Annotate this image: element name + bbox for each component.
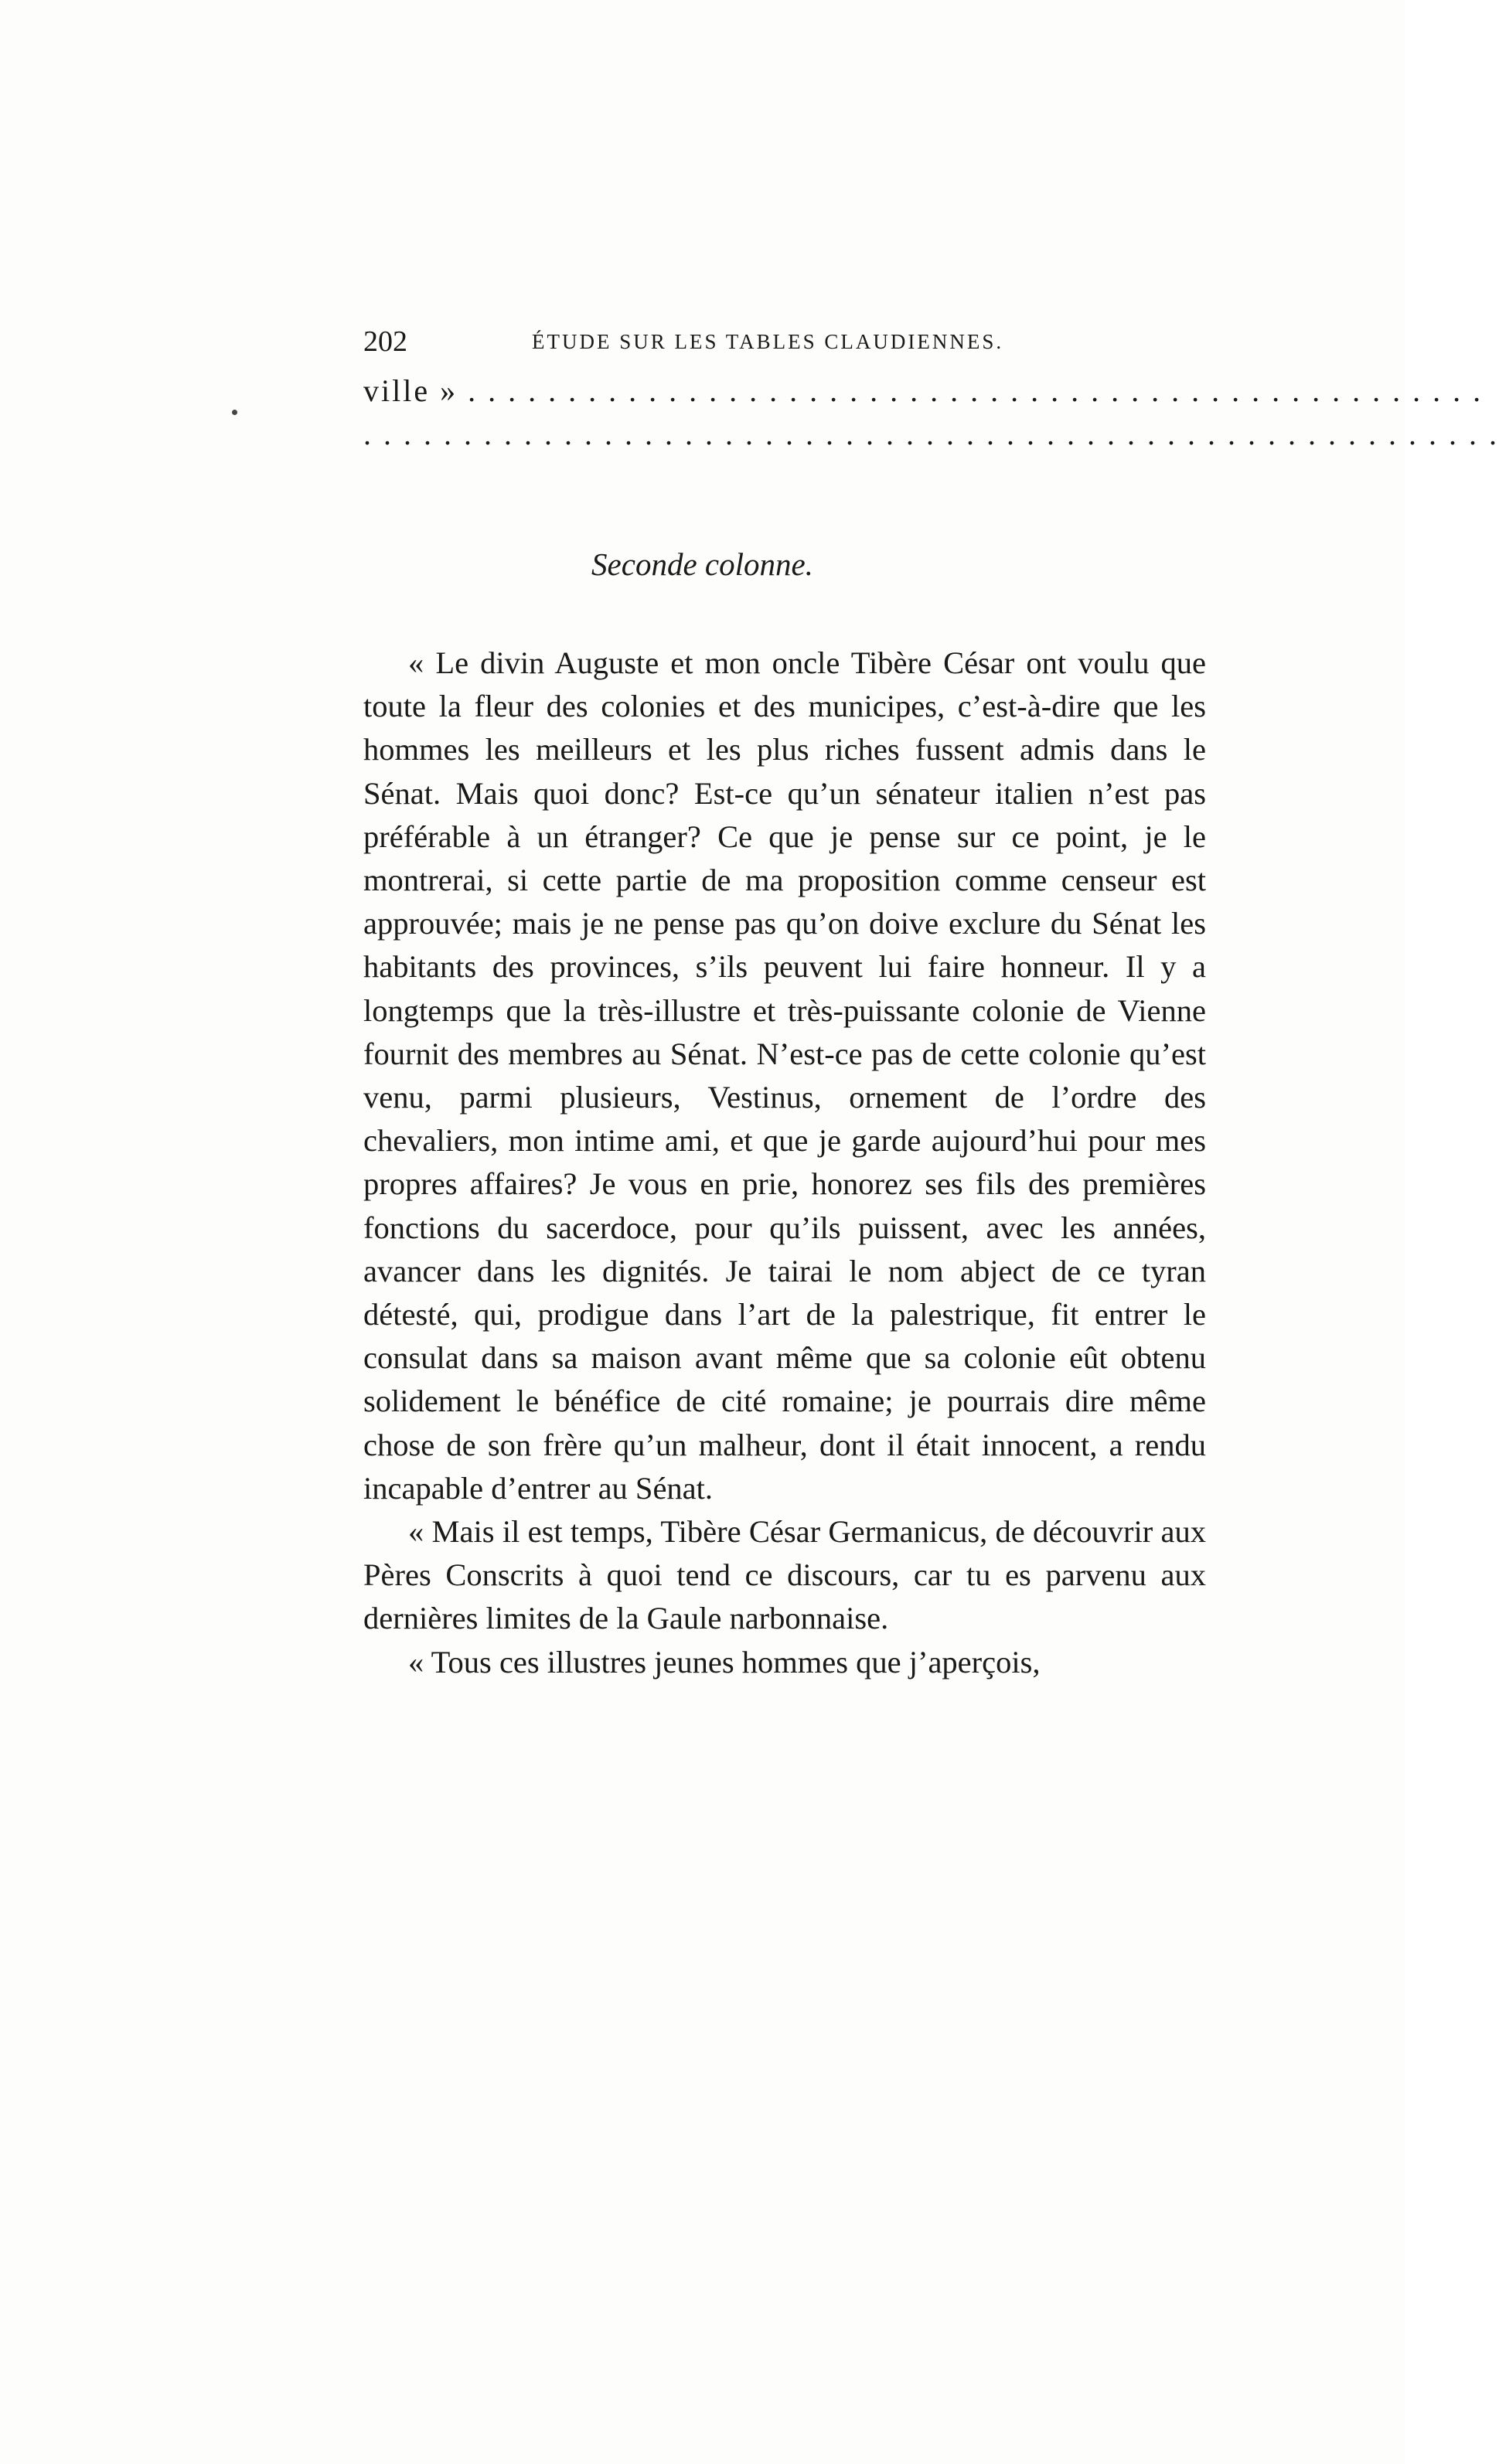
- paragraph-1: « Le divin Auguste et mon oncle Tibère César ont voulu que toute la fleur des colonies et des municipes, c’est-à-dire que les hommes les meilleurs et les plus riches fussent admis dans le Sénat. Mais quoi donc? Est-ce qu’un sénateur italien n’est pas préférable à un étranger? Ce que je pense sur ce point, je le montrerai, si cette partie de ma proposition comme censeur est approuvée; mais je ne pense pas qu’on doive exclure du Sénat les habitants des provinces, s’ils peuvent lui faire honneur. Il y a longtemps que la très-illustre et très-puissante colonie de Vienne fournit des membres au Sénat. N’est-ce pas de cette colonie qu’est venu, parmi plusieurs, Vestinus, ornement de l’ordre des chevaliers, mon intime ami, et que je garde aujourd’hui pour mes propres affaires? Je vous en prie, honorez ses fils des premières fonctions du sacerdoce, pour qu’ils puissent, avec les années, avancer dans les dignités. Je tairai le nom abject de ce tyran détesté, qui, prodigue dans l’art de la palestrique, fit entrer le consulat dans sa maison avant même que sa colonie eût obtenu solidement le bénéfice de cité romaine; je pourrais dire même chose de son frère qu’un malheur, dont il était innocent, a rendu incapable d’entrer au Sénat.: [363, 645, 1206, 1506]
- ellipsis-lines: [363, 369, 1499, 456]
- body-text: [363, 642, 1206, 1684]
- page-number: 202: [363, 325, 407, 358]
- paragraph-3: « Tous ces illustres jeunes hommes que j’aperçois,: [408, 1644, 1041, 1680]
- page-header: [363, 318, 1206, 365]
- running-title: ÉTUDE SUR LES TABLES CLAUDIENNES.: [532, 330, 1004, 353]
- ink-speck: [232, 410, 237, 415]
- paragraph-2: « Mais il est temps, Tibère César Germanicus, de découvrir aux Pères Conscrits à quoi tend ce discours, car tu es parvenu aux dernières limites de la Gaule narbonnaise.: [363, 1514, 1206, 1636]
- dots-line-1: ville » . . . . . . . . . . . . . . . . . . . . . . . . . . . . . . . . . . . . . . . . . . . . . . . . . . .: [363, 373, 1484, 408]
- dots-line-2: . . . . . . . . . . . . . . . . . . . . . . . . . . . . . . . . . . . . . . . . . . . . . . . . . . . . . . . . .: [363, 417, 1499, 451]
- section-title: Seconde colonne.: [591, 546, 813, 582]
